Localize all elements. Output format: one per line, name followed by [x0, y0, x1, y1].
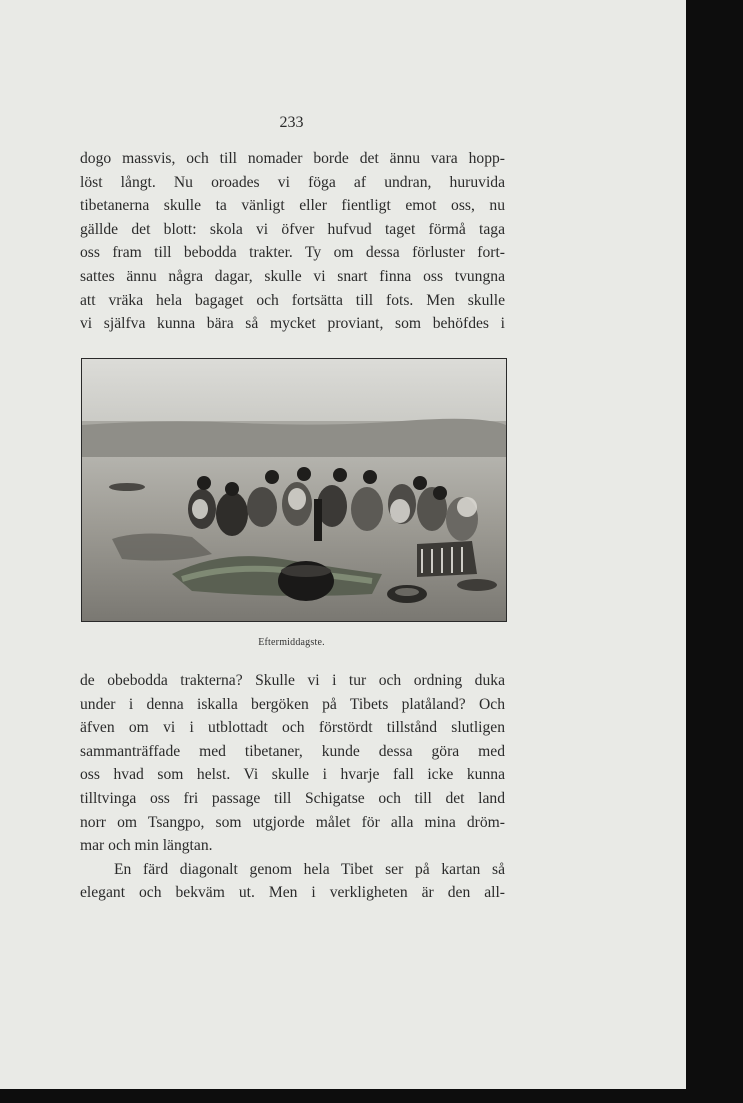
page-number: 233 [279, 114, 304, 131]
text-line: oss hvad som helst. Vi skulle i hvarje fall icke kunna [80, 766, 505, 784]
text-line: tilltvinga oss fri passage till Schigatse och till det land [80, 789, 505, 807]
text-line: gällde det blott: skola vi öfver hufvud taget förmå taga [80, 220, 505, 238]
photograph-tea-break [81, 358, 507, 622]
text-line: att vräka hela bagaget och fortsätta till fots. Men skulle [80, 291, 505, 309]
text-line: tibetanerna skulle ta vänligt eller fientligt emot oss, nu [80, 197, 505, 215]
figure-caption: Eftermiddagste. [258, 637, 325, 648]
text-line: norr om Tsangpo, som utgjorde målet för alla mina dröm- [80, 813, 505, 831]
text-line: En färd diagonalt genom hela Tibet ser på kartan så [114, 860, 505, 878]
text-line: mar och min längtan. [80, 837, 213, 855]
text-line: de obebodda trakterna? Skulle vi i tur och ordning duka [80, 672, 505, 689]
text-line: äfven om vi i utblottadt och förstördt tillstånd slutligen [80, 719, 505, 737]
text-line: under i denna iskalla bergöken på Tibets platåland? Och [80, 695, 505, 713]
paragraph-2 [80, 669, 505, 905]
text-line: sattes ännu några dagar, skulle vi snart finna oss tvungna [80, 267, 505, 285]
text-line: sammanträffade med tibetaner, kunde dessa göra med [80, 742, 505, 760]
text-line: vi själfva kunna bära så mycket proviant, som behöfdes i [80, 315, 505, 333]
photograph-illustration [82, 359, 506, 621]
text-line: elegant och bekväm ut. Men i verkligheten är den all- [80, 884, 505, 902]
text-line: löst långt. Nu oroades vi föga af undran, huruvida [80, 173, 505, 191]
paragraph-1 [80, 147, 505, 336]
text-line: oss fram till bebodda trakter. Ty om dessa förluster fort- [80, 244, 505, 262]
text-line: dogo massvis, och till nomader borde det ännu vara hopp- [80, 150, 505, 167]
